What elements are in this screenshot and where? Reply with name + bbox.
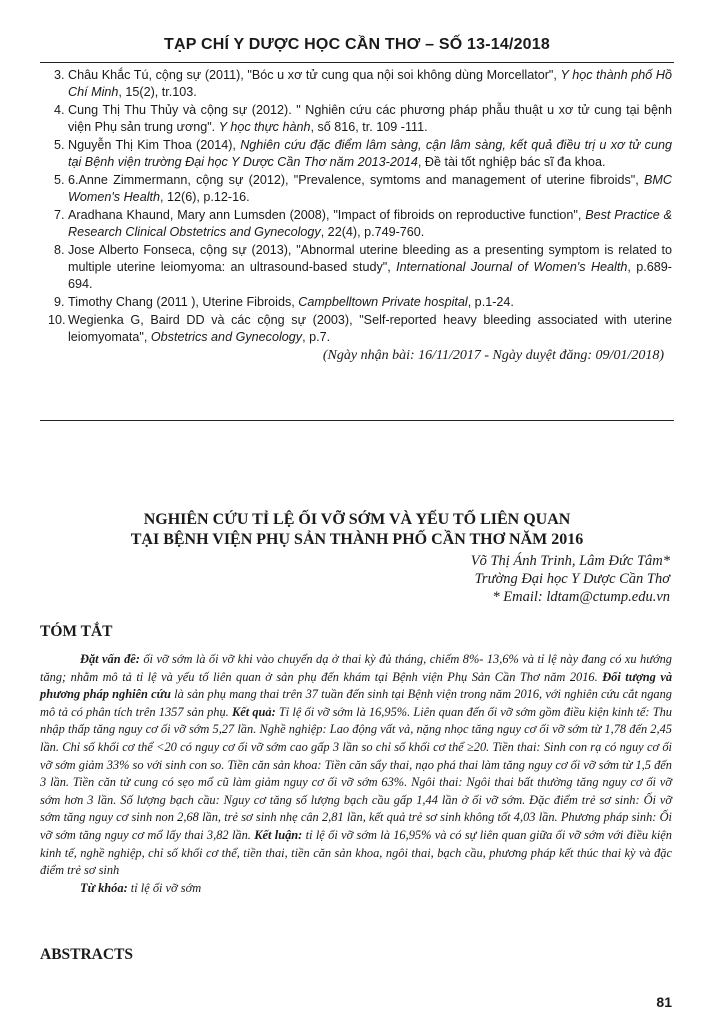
reference-number: 4. [54,103,65,117]
summary-heading: TÓM TẮT [40,623,113,640]
reference-segment: , Đề tài tốt nghiệp bác sĩ đa khoa. [417,155,606,169]
abstract-text: ối vỡ sớm là ối vỡ khi vào chuyển dạ ở thai kỳ đủ tháng, chiếm 8%- 13,6% và tỉ lệ này đang có xu hướng tăng; nhằm mô tả tỉ lệ và yếu tố liên quan ở sản phụ đến khám tại Bệnh viện Phụ Sản Cần Thơ năm 2016. [40,652,672,684]
reference-segment: , 12(6), p.12-16. [160,190,250,204]
reference-source: BMC Women's Health [68,173,672,204]
abstract-body [40,651,672,897]
abstract-label: Đặt vấn đề: [80,652,140,666]
reference-segment: , 22(4), p.749-760. [320,225,425,239]
reference-segment: Wegienka G, Baird DD và các cộng sự (2003), "Self-reported heavy bleeding associated with uterine leiomyomata", [68,313,672,344]
abstract-label: Kết luận: [254,827,303,842]
reference-item [54,172,672,206]
reference-segment: Châu Khắc Tú, cộng sự (2011), "Bóc u xơ tử cung qua nội soi không dùng Morcellator", [68,68,561,82]
article-title-line-2: TẠI BỆNH VIỆN PHỤ SẢN THÀNH PHỐ CẦN THƠ NĂM 2016 [130,531,584,548]
keywords-value: tỉ lệ ối vỡ sớm [127,880,202,895]
reference-number: 9. [54,295,65,309]
author-email: * Email: ldtam@ctump.edu.vn [492,589,670,605]
reference-number: 10. [48,313,66,327]
reference-text [68,172,672,206]
reference-segment: Timothy Chang (2011 ), Uterine Fibroids, [68,295,299,309]
reference-text [68,242,672,293]
reference-segment: , số 816, tr. 109 -111. [310,120,428,134]
reference-item [54,102,672,136]
abstracts-heading: ABSTRACTS [40,946,134,963]
reference-item [54,137,672,171]
reference-item [54,67,672,101]
reference-text [68,207,672,241]
reference-segment: 6.Anne Zimmermann, cộng sự (2012), "Prevalence, symtoms and management of uterine fibroids", [68,173,644,187]
reference-segment: Nguyễn Thị Kim Thoa (2014), [68,138,241,152]
article-title [0,510,714,550]
reference-source: Obstetrics and Gynecology [150,330,303,344]
reference-segment: , p.7. [302,330,331,344]
reference-segment: , p.1-24. [467,295,514,309]
reference-segment: , 15(2), tr.103. [118,85,197,99]
abstract-text: là sản phụ mang thai trên 37 tuần đến sinh tại Bệnh viện trong năm 2016, với nghiên cứu cắt ngang mô tả có phân tích trên 1357 sản phụ. [40,687,672,719]
reference-source: Best Practice & Research Clinical Obstetrics and Gynecology [68,208,672,239]
reference-source: International Journal of Women's Health [396,260,628,274]
reference-segment: Aradhana Khaund, Mary ann Lumsden (2008), "Impact of fibroids on reproductive function", [68,208,586,222]
reference-text [68,67,672,101]
abstract-text: tỉ lệ ối vỡ sớm là 16,95% và có sự liên quan giữa ối vỡ sớm với điều kiện kinh tế, nghề nghiệp, chỉ số khối cơ thể, tiền thai, tiền căn sản khoa, ngôi thai, bạch cầu, phương pháp kết thúc thai kỳ và đặc điểm trẻ sơ sinh [40,827,672,878]
reference-text [68,137,672,171]
reference-source: Y học thực hành [218,120,311,134]
keywords-label: Từ khóa: [80,880,128,895]
abstract-text: Tỉ lệ ối vỡ sớm là 16,95%. Liên quan đến ối vỡ sớm gồm điều kiện kinh tế: Thu nhập thấp tăng nguy cơ ối vỡ sớm 5,27 lần. Nghề nghiệp: Lao động vất vả, nặng nhọc tăng nguy cơ ối vỡ sớm từ 1,78 đến 2,45 lần. Chỉ số khối cơ thể <20 có nguy cơ ối vỡ sớm cao gấp 3 lần so chỉ số khối cơ thể ≥20. Tiền thai: Sinh con rạ có nguy cơ ối vỡ sớm giảm 33% so với sinh con so. Tiền căn sản khoa: Tiền căn sẩy thai, nạo phá thai làm tăng nguy cơ ối vỡ sớm từ 1,5 đến 3 lần. Tiền căn tử cung có sẹo mổ cũ làm giảm nguy cơ ối vỡ sớm 63%. Ngôi thai: Ngôi thai bất thường tăng nguy cơ ối vỡ sớm hơn 3 lần. Số lượng bạch cầu: Nguy cơ tăng số lượng bạch cầu gấp 1,44 lần ở ối vỡ sớm. Đặc điểm trẻ sơ sinh: Ối vỡ sớm tăng nguy cơ sinh non 2,68 lần, trẻ sơ sinh nhẹ cân 2,81 lần, kết quả trẻ sơ sinh không tốt 4,03 lần. Phương pháp sinh: Ối vỡ sớm tăng nguy cơ mổ lấy thai 3,82 lần. [40,704,672,842]
abstract-label: Đối tượng và phương pháp nghiên cứu [40,669,673,702]
reference-number: 3. [54,68,65,82]
article-title-line-1: NGHIÊN CỨU TỈ LỆ ỐI VỠ SỚM VÀ YẾU TỐ LIÊN QUAN [143,511,571,528]
header-divider [40,62,674,63]
author-names: Võ Thị Ánh Trinh, Lâm Đức Tâm* [470,553,670,569]
reference-text [68,294,672,311]
received-accepted-dates: (Ngày nhận bài: 16/11/2017 - Ngày duyệt đăng: 09/01/2018) [322,348,664,363]
abstract-label: Kết quả: [231,704,276,719]
reference-text [68,102,672,136]
keywords-line [40,880,672,898]
author-affiliation: Trường Đại học Y Dược Cần Thơ [474,571,670,587]
reference-segment: Jose Alberto Fonseca, cộng sự (2013), "Abnormal uterine bleeding as a presenting symptom is related to multiple uterine leiomyoma: an ultrasound-based study", [68,243,672,274]
author-block [471,552,670,606]
reference-item [54,242,672,293]
reference-number: 8. [54,243,65,257]
reference-number: 7. [54,208,65,222]
reference-item [54,294,672,311]
reference-source: Y học thành phố Hồ Chí Minh [68,68,672,99]
reference-number: 5. [54,173,65,187]
reference-number: 5. [54,138,65,152]
abstract-paragraph [40,651,672,880]
reference-text [68,312,672,346]
reference-segment: Cung Thị Thu Thủy và cộng sự (2012). " Nghiên cứu các phương pháp phẫu thuật u xơ tử cung tại bệnh viện Phụ sản trung ương". [68,103,672,134]
reference-source: Campbelltown Private hospital [298,295,468,309]
reference-list [48,67,672,364]
reference-item [48,312,672,346]
reference-source: Nghiên cứu đặc điểm lâm sàng, cận lâm sàng, kết quả điều trị u xơ tử cung tại Bệnh viện trường Đại học Y Dược Cần Thơ năm 2013-2014 [68,138,672,169]
dates-underline [40,420,674,421]
page-number: 81 [656,994,672,1010]
reference-item [54,207,672,241]
reference-segment: , p.689-694. [68,260,672,291]
journal-header: TẠP CHÍ Y DƯỢC HỌC CẦN THƠ – SỐ 13-14/2018 [164,36,550,53]
